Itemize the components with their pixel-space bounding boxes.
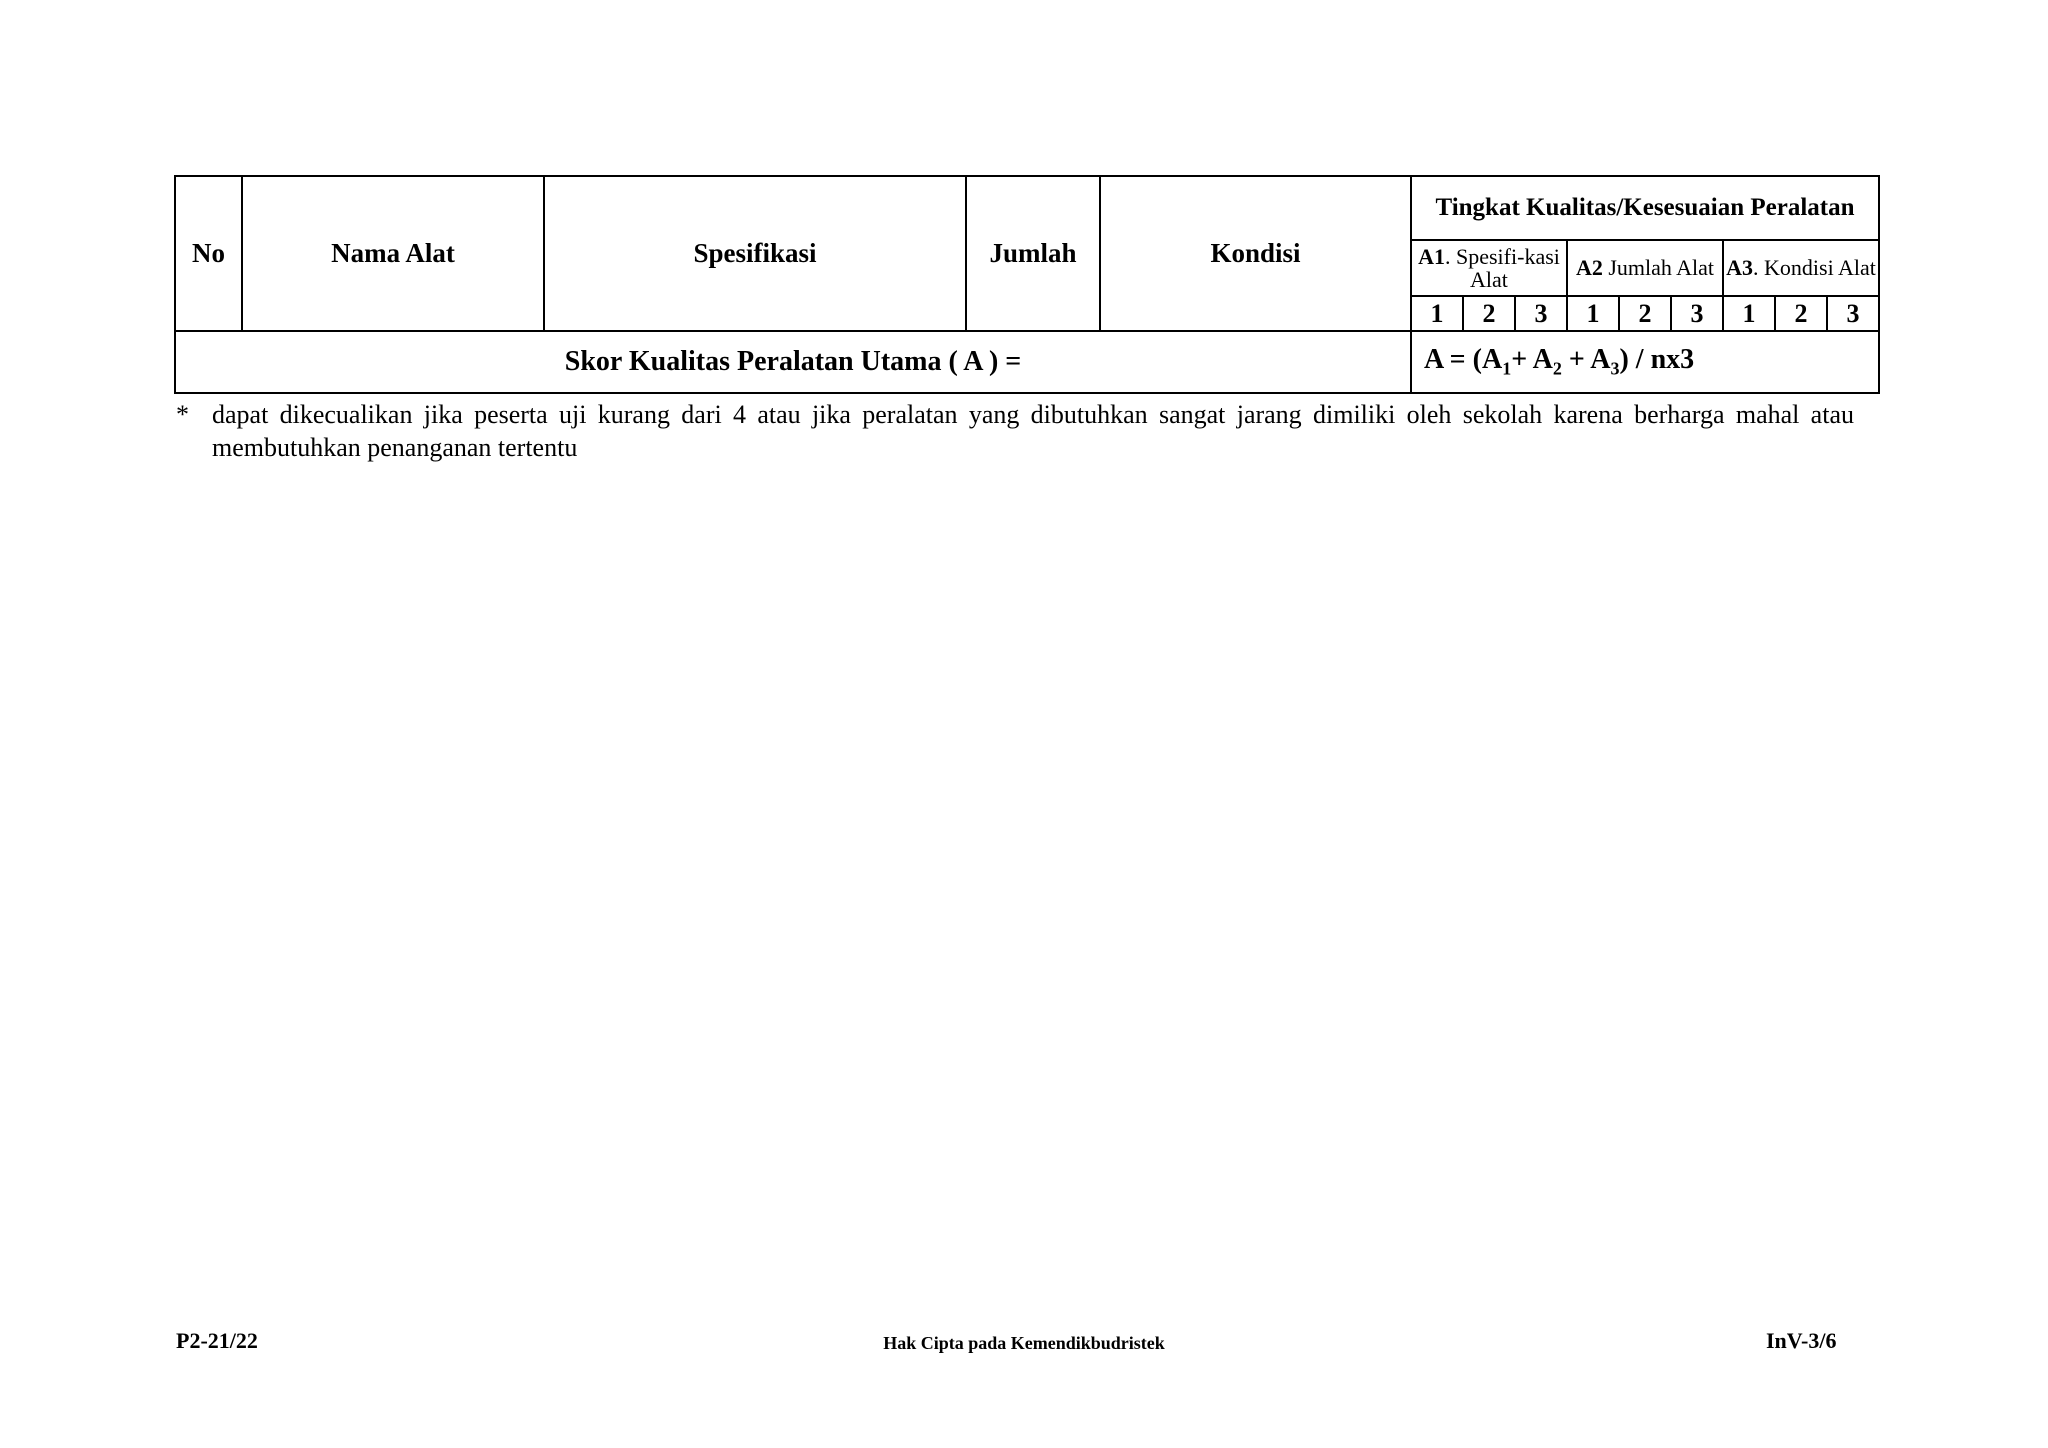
- scale-cell: 3: [1515, 296, 1567, 331]
- footnote-marker: *: [176, 400, 189, 429]
- a1-code: A1: [1418, 243, 1445, 269]
- scale-cell: 1: [1411, 296, 1463, 331]
- a3-text: . Kondisi Alat: [1753, 255, 1876, 281]
- header-kondisi: Kondisi: [1100, 176, 1411, 331]
- scale-cell: 3: [1827, 296, 1879, 331]
- scale-cell: 2: [1619, 296, 1671, 331]
- a3-code: A3: [1726, 255, 1754, 281]
- a2-text: Jumlah Alat: [1602, 255, 1715, 281]
- scale-cell: 1: [1567, 296, 1619, 331]
- scale-cell: 1: [1723, 296, 1775, 331]
- footnote-text: dapat dikecualikan jika peserta uji kurang dari 4 atau jika peralatan yang dibutuhkan sangat jarang dimiliki oleh sekolah karena berharga mahal atau membutuhkan penanganan tertentu: [212, 400, 1854, 462]
- a1-text: . Spesifi-kasi Alat: [1445, 243, 1560, 292]
- subheader-a1: [1411, 240, 1567, 296]
- instrument-table: [174, 175, 1880, 394]
- header-no: No: [175, 176, 242, 331]
- footer-code: P2-21/22: [176, 1328, 258, 1353]
- subheader-a2: [1567, 240, 1723, 296]
- scale-cell: 2: [1775, 296, 1827, 331]
- footer-copyright: Hak Cipta pada Kemendikbudristek: [883, 1333, 1165, 1353]
- header-nama-alat: Nama Alat: [242, 176, 544, 331]
- scale-cell: 2: [1463, 296, 1515, 331]
- subheader-a3: [1723, 240, 1879, 296]
- header-spesifikasi: Spesifikasi: [544, 176, 966, 331]
- footer-page: InV-3/6: [1766, 1328, 1837, 1353]
- score-formula: $A = (A_1+ A_2 + A_3) / nx3$: [1411, 331, 1879, 393]
- header-tingkat-kualitas: Tingkat Kualitas/Kesesuaian Peralatan: [1411, 176, 1879, 240]
- header-jumlah: Jumlah: [966, 176, 1100, 331]
- score-label: Skor Kualitas Peralatan Utama ( A ) =: [175, 331, 1411, 393]
- scale-cell: 3: [1671, 296, 1723, 331]
- a2-code: A2: [1575, 255, 1603, 281]
- footnote: [174, 398, 1854, 464]
